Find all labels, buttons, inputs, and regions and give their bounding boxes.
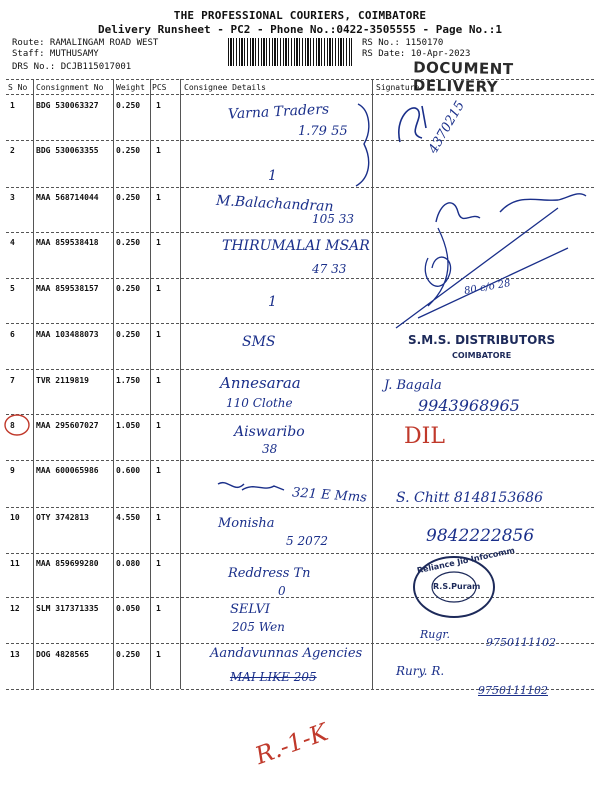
row-weight: 0.050: [116, 604, 141, 613]
handwritten-phone: 9842222856: [426, 526, 535, 546]
row-consignment: MAA 103488073: [36, 330, 99, 339]
row-pcs: 1: [156, 193, 161, 202]
handwritten-consignee: Monisha: [218, 516, 275, 531]
row-consignment: DOG 4828565: [36, 650, 89, 659]
route-label: Route: RAMALINGAM ROAD WEST: [12, 38, 159, 48]
row-weight: 4.550: [116, 513, 141, 522]
handwritten-mark: DIL: [404, 424, 445, 449]
row-rule: [6, 507, 594, 508]
row-consignment: BDG 530063355: [36, 146, 99, 155]
row-pcs: 1: [156, 238, 161, 247]
handwritten-number: 5 2072: [286, 534, 328, 548]
handwritten-signature: S. Chitt 8148153686: [396, 490, 543, 506]
handwritten-number: 38: [262, 442, 278, 456]
row-sno: 8: [10, 421, 15, 430]
row-rule: [6, 460, 594, 461]
row-rule: [6, 140, 594, 141]
handwritten-consignee: 321 E Mms: [291, 485, 368, 506]
handwritten-consignee: M.Balachandran: [215, 192, 334, 216]
row-sno: 7: [10, 376, 15, 385]
row-weight: 0.250: [116, 193, 141, 202]
page-subtitle: Delivery Runsheet - PC2 - Phone No.:0422-3505555 - Page No.:1: [98, 23, 502, 36]
signature-scribble: [388, 188, 578, 338]
row-pcs: 1: [156, 421, 161, 430]
row-weight: 0.250: [116, 101, 141, 110]
col-header-sno: S No: [8, 83, 28, 92]
row-consignment: MAA 859538157: [36, 284, 99, 293]
company-stamp-inner: R.S.Puram: [433, 582, 481, 591]
col-header-consignee: Consignee Details: [184, 83, 266, 92]
signature-scribble: [214, 476, 290, 500]
handwritten-signature: 4370215: [425, 98, 468, 157]
rs-date: RS Date: 10-Apr-2023: [362, 49, 471, 59]
drs-number: DRS No.: DCJB115017001: [12, 62, 132, 72]
row-consignment: OTY 3742813: [36, 513, 89, 522]
distributor-stamp: S.M.S. DISTRIBUTORS: [408, 333, 556, 347]
row-consignment: MAA 600065986: [36, 466, 99, 475]
header-rule: [6, 94, 594, 95]
row-pcs: 1: [156, 376, 161, 385]
handwritten-consignee: SELVI: [230, 602, 271, 617]
bracket-mark: [350, 100, 378, 190]
handwritten-phone: 9943968965: [418, 396, 520, 415]
row-consignment: BDG 530063327: [36, 101, 99, 110]
row-sno: 13: [10, 650, 20, 659]
row-consignment: MAA 859538418: [36, 238, 99, 247]
handwritten-consignee: Varna Traders: [227, 101, 330, 123]
row-weight: 1.050: [116, 421, 141, 430]
row-sno: 3: [10, 193, 15, 202]
handwritten-consignee: Aiswaribo: [234, 424, 305, 440]
document-delivery-stamp: DOCUMENT DELIVERY: [412, 58, 514, 96]
handwritten-consignee: SMS: [242, 334, 276, 350]
col-header-consignment: Consignment No: [36, 83, 104, 92]
row-consignment: SLM 317371335: [36, 604, 99, 613]
row-sno: 12: [10, 604, 20, 613]
handwritten-number: 105 33: [312, 212, 354, 226]
barcode: [228, 38, 352, 66]
handwritten-note: 205 Wen: [232, 620, 285, 634]
row-pcs: 1: [156, 146, 161, 155]
row-pcs: 1: [156, 284, 161, 293]
row-sno: 10: [10, 513, 20, 522]
row-pcs: 1: [156, 513, 161, 522]
row-weight: 0.250: [116, 284, 141, 293]
row-sno: 6: [10, 330, 15, 339]
row-pcs: 1: [156, 101, 161, 110]
signature-scribble: [392, 98, 432, 148]
col-header-weight: Weight: [116, 83, 145, 92]
table-top-rule: [6, 79, 594, 80]
highlight-circle: [2, 412, 32, 438]
handwritten-signature: Rury. R.: [396, 664, 445, 678]
distributor-stamp-city: COIMBATORE: [452, 351, 512, 360]
row-pcs: 1: [156, 650, 161, 659]
col-header-pcs: PCS: [152, 83, 167, 92]
row-weight: 0.080: [116, 559, 141, 568]
bottom-signature: R.-1-K: [251, 717, 332, 771]
row-pcs: 1: [156, 330, 161, 339]
row-rule: [6, 597, 594, 598]
row-pcs: 1: [156, 604, 161, 613]
handwritten-consignee: Annesaraa: [220, 374, 301, 392]
row-consignment: MAA 859699280: [36, 559, 99, 568]
handwritten-phone: 9750111102: [486, 636, 556, 649]
row-weight: 0.250: [116, 238, 141, 247]
handwritten-signature: J. Bagala: [384, 378, 442, 393]
row-weight: 0.250: [116, 146, 141, 155]
handwritten-number: 47 33: [312, 262, 347, 276]
col-header-signature: Signature: [376, 83, 420, 92]
handwritten-signature: Rugr.: [420, 628, 450, 641]
handwritten-note: MAI LIKE 205: [230, 670, 317, 684]
row-sno: 4: [10, 238, 15, 247]
handwritten-number: 1.79 55: [298, 124, 348, 139]
row-consignment: MAA 295607027: [36, 421, 99, 430]
handwritten-consignee: THIRUMALAI MSAR: [222, 238, 370, 254]
row-rule: [6, 369, 594, 370]
row-consignment: TVR 2119819: [36, 376, 89, 385]
row-sno: 9: [10, 466, 15, 475]
handwritten-phone: 9750111102: [478, 684, 548, 697]
row-weight: 0.250: [116, 330, 141, 339]
row-weight: 0.250: [116, 650, 141, 659]
row-weight: 0.600: [116, 466, 141, 475]
row-sno: 11: [10, 559, 20, 568]
row-consignment: MAA 568714044: [36, 193, 99, 202]
rs-number: RS No.: 1150170: [362, 38, 444, 48]
company-stamp-text: Reliance Jio Infocomm: [416, 545, 516, 576]
row-sno: 2: [10, 146, 15, 155]
handwritten-consignee: Aandavunnas Agencies: [210, 646, 363, 661]
handwritten-note: 80 c/o 28: [463, 278, 512, 297]
handwritten-note: 110 Clothe: [226, 396, 293, 410]
row-weight: 1.750: [116, 376, 141, 385]
handwritten-consignee: Reddress Tn: [228, 566, 311, 581]
page-title: THE PROFESSIONAL COURIERS, COIMBATORE: [173, 9, 427, 22]
row-sno: 5: [10, 284, 15, 293]
staff-label: Staff: MUTHUSAMY: [12, 49, 99, 59]
row-pcs: 1: [156, 466, 161, 475]
handwritten-number: 0: [278, 584, 286, 598]
row-pcs: 1: [156, 559, 161, 568]
row-sno: 1: [10, 101, 15, 110]
handwritten-mark: 1: [268, 168, 277, 184]
handwritten-mark: 1: [268, 294, 277, 310]
